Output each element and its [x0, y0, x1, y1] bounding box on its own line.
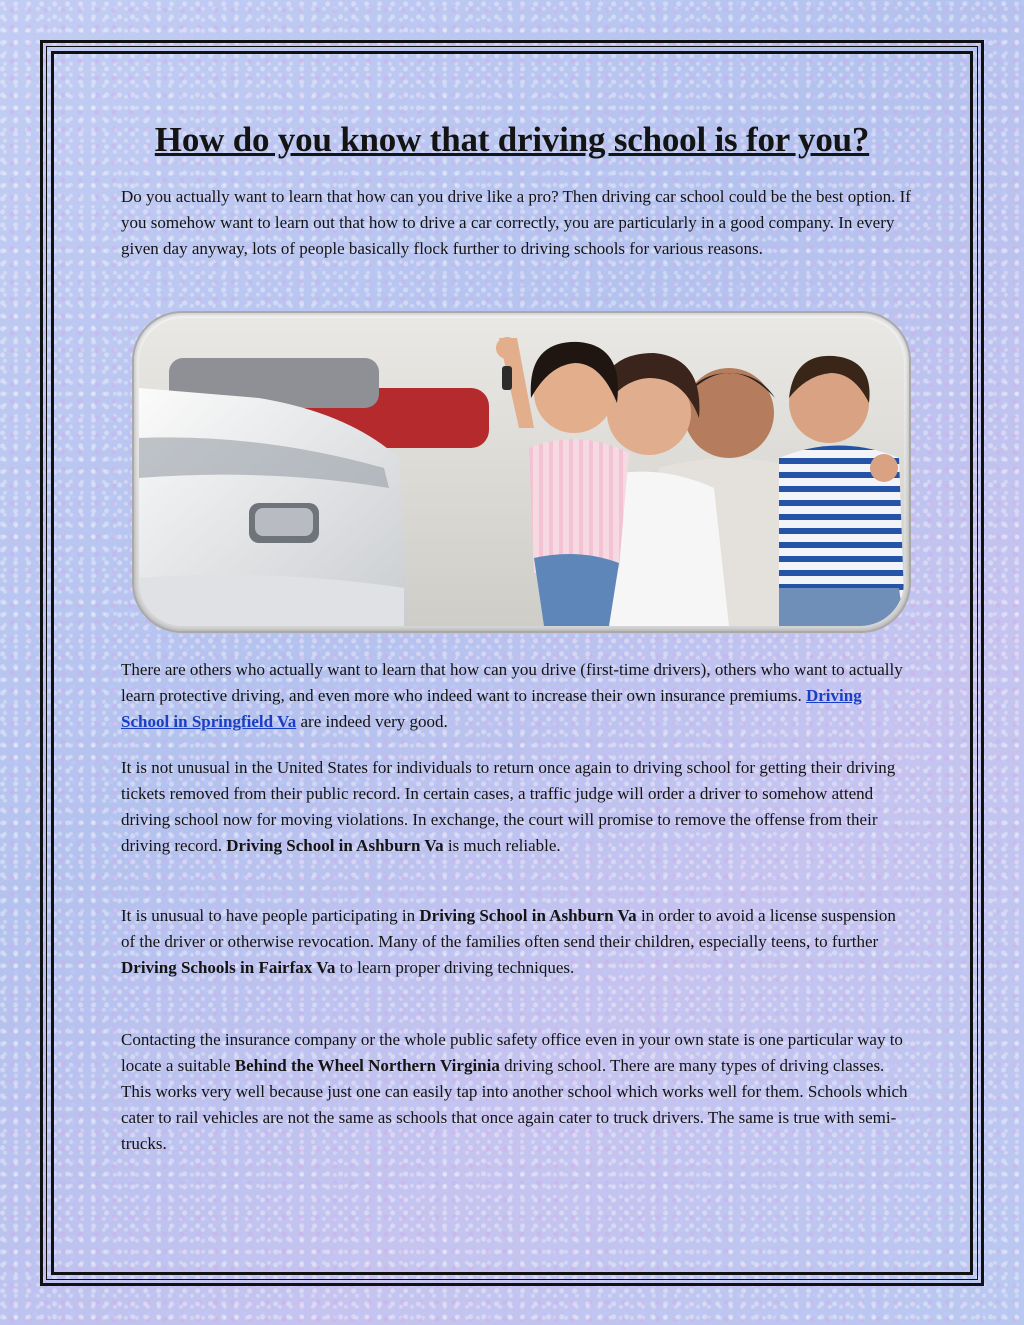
paragraph-license [121, 903, 911, 981]
paragraph-text: It is unusual to have people participating in [121, 906, 416, 925]
paragraph-text: It is not unusual in the United States for individuals to return once again to driving school for getting their driving tickets removed from their public record. In certain cases, a traffic judge will order a driver to somehow attend driving school now for moving violations. In exchange, the court will promise to remove the offense from their driving record. [121, 758, 896, 855]
page-title: How do you know that driving school is for you? [154, 120, 870, 159]
paragraph-text: There are others who actually want to learn that how can you drive (first-time drivers), others who want to actually learn protective driving, and even more who indeed want to increase their own insurance premiums. [121, 660, 903, 705]
paragraph-text: driving school. There are many types of driving classes. This works very well because just one can easily tap into another school which works well for them. Schools which cater to rail vehicles are not the same as schools that once again cater to truck drivers. The same is true with semi-trucks. [121, 1056, 908, 1153]
paragraph-text: to learn proper driving techniques. [339, 958, 575, 977]
springfield-link[interactable]: Driving School in Springfield Va [121, 686, 862, 731]
paragraph-insurance [121, 1027, 911, 1157]
bold-keyword: Driving School in Ashburn Va [226, 836, 444, 855]
intro-paragraph: Do you actually want to learn that how can you drive like a pro? Then driving car school could be the best option. If you somehow want to learn out that how to drive a car correctly, you are particularly in a good company. In every given day anyway, lots of people basically flock further to driving schools for various reasons. [121, 187, 911, 258]
paragraph-first-time-drivers [121, 657, 911, 735]
family-car-photo-icon [139, 318, 904, 626]
photo-frame [134, 313, 909, 631]
paragraph-text: Contacting the insurance company or the whole public safety office even in your own state is one particular way to locate a suitable [121, 1030, 903, 1075]
paragraph-text: are indeed very good. [300, 712, 448, 731]
paragraph-tickets [121, 755, 911, 859]
bold-keyword: Driving School in Ashburn Va [419, 906, 637, 925]
paragraph-text: in order to avoid a license suspension of the driver or otherwise revocation. Many of the families often send their children, especially teens, to further [121, 906, 896, 951]
bold-keyword: Behind the Wheel Northern Virginia [234, 1056, 500, 1075]
paragraph-text: is much reliable. [447, 836, 561, 855]
bold-keyword: Driving Schools in Fairfax Va [121, 958, 336, 977]
